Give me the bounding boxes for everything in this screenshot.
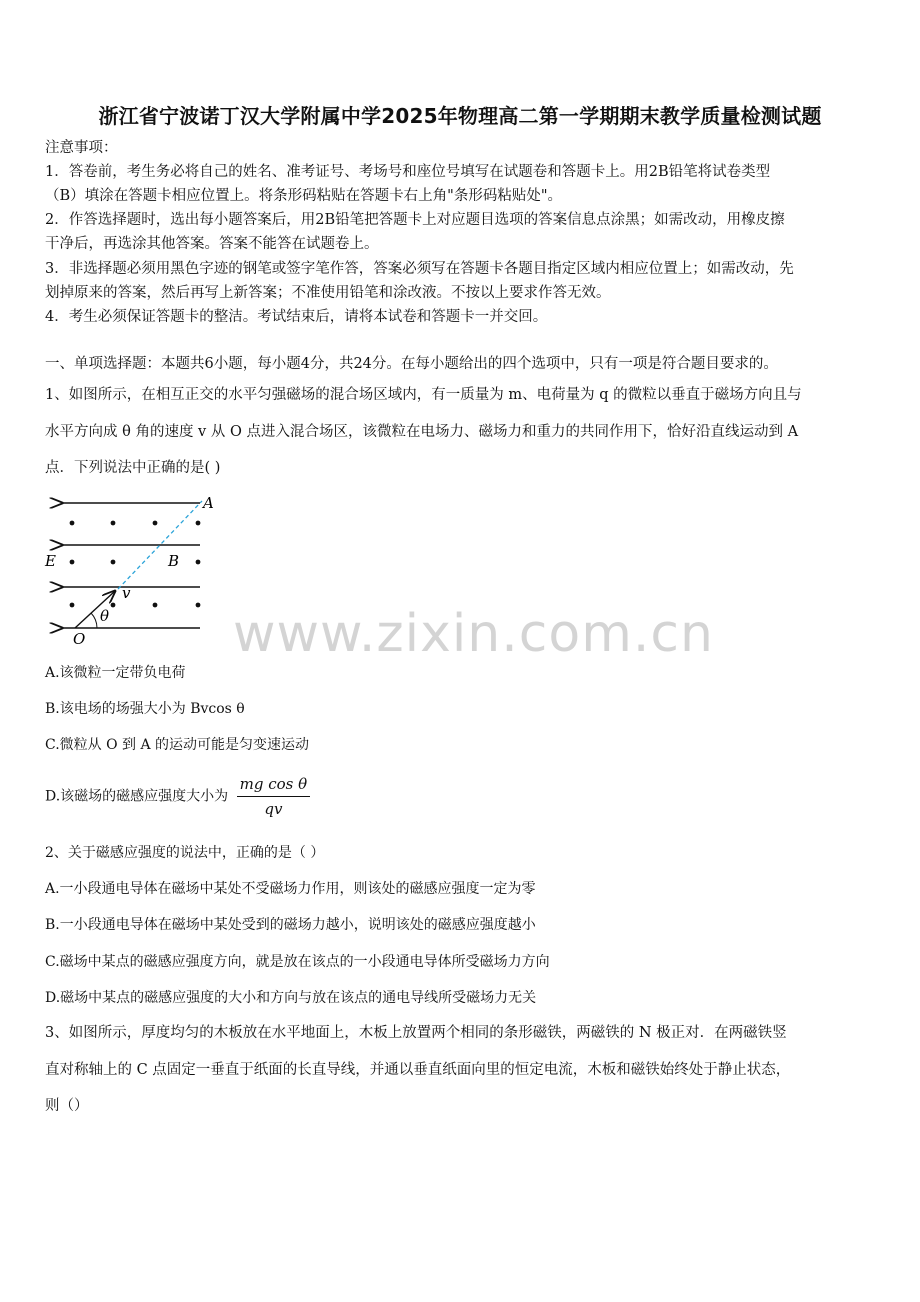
question-3-stem: 直对称轴上的 C 点固定一垂直于纸面的长直导线，并通以垂直纸面向里的恒定电流，木板和磁铁始终处于静止状态， (45, 1062, 791, 1078)
question-1-option-b: B.该电场的场强大小为 Bvcos θ (45, 701, 245, 717)
label-theta: θ (100, 607, 110, 625)
fraction-numerator: mg cos θ (237, 774, 311, 797)
notice-line: 3．非选择题必须用黑色字迹的钢笔或签字笔作答，答案必须写在答题卡各题目指定区域内相应位置上；如需改动，先 (45, 261, 794, 277)
question-2-option-d: D.磁场中某点的磁感应强度的大小和方向与放在该点的通电导线所受磁场力无关 (45, 990, 537, 1006)
question-1-option-d (45, 774, 310, 819)
section-heading: 一、单项选择题：本题共6小题，每小题4分，共24分。在每小题给出的四个选项中，只有一项是符合题目要求的。 (45, 356, 778, 372)
fraction-denominator: qv (264, 800, 283, 818)
question-3-stem: 则（） (45, 1098, 89, 1114)
notice-line: （B）填涂在答题卡相应位置上。将条形码粘贴在答题卡右上角"条形码粘贴处"。 (45, 188, 562, 204)
notice-heading: 注意事项： (45, 140, 118, 156)
watermark: www.zixin.com.cn (233, 604, 714, 664)
fraction (237, 774, 311, 819)
question-2-stem: 2、关于磁感应强度的说法中，正确的是（ ） (45, 845, 325, 861)
notice-line: 2．作答选择题时，选出每小题答案后，用2B铅笔把答题卡上对应题目选项的答案信息点涂黑；如需改动，用橡皮擦 (45, 212, 785, 228)
notice-line: 干净后，再选涂其他答案。答案不能答在试题卷上。 (45, 236, 379, 252)
label-B: B (168, 552, 180, 570)
question-1-option-c: C.微粒从 O 到 A 的运动可能是匀变速运动 (45, 737, 310, 753)
option-d-prefix: D.该磁场的磁感应强度大小为 (45, 788, 229, 805)
question-1-option-a: A.该微粒一定带负电荷 (45, 665, 186, 681)
question-2-option-b: B.一小段通电导体在磁场中某处受到的磁场力越小，说明该处的磁感应强度越小 (45, 917, 536, 933)
angle-arc (91, 613, 97, 628)
label-v: v (122, 584, 131, 602)
magnetic-field-dots (70, 521, 201, 608)
label-E: E (45, 552, 56, 570)
label-O: O (73, 630, 86, 648)
label-A: A (203, 494, 214, 512)
page-title: 浙江省宁波诺丁汉大学附属中学2025年物理高二第一学期期末教学质量检测试题 (98, 104, 822, 128)
question-1-figure (40, 488, 230, 648)
question-2-option-a: A.一小段通电导体在磁场中某处不受磁场力作用，则该处的磁感应强度一定为零 (45, 881, 536, 897)
question-1-stem: 点．下列说法中正确的是( ) (45, 460, 221, 476)
notice-line: 1．答卷前，考生务必将自己的姓名、准考证号、考场号和座位号填写在试题卷和答题卡上。用2B铅笔将试卷类型 (45, 164, 771, 180)
question-3-stem: 3、如图所示，厚度均匀的木板放在水平地面上，木板上放置两个相同的条形磁铁，两磁铁的 N 极正对．在两磁铁竖 (45, 1025, 787, 1041)
notice-line: 4．考生必须保证答题卡的整洁。考试结束后，请将本试卷和答题卡一并交回。 (45, 309, 548, 325)
question-1-stem: 水平方向成 θ 角的速度 v 从 O 点进入混合场区，该微粒在电场力、磁场力和重力的共同作用下，恰好沿直线运动到 A (45, 424, 799, 440)
question-1-stem: 1、如图所示，在相互正交的水平匀强磁场的混合场区域内，有一质量为 m、电荷量为 q 的微粒以垂直于磁场方向且与 (45, 387, 802, 403)
notice-line: 划掉原来的答案，然后再写上新答案；不准使用铅笔和涂改液。不按以上要求作答无效。 (45, 285, 611, 301)
question-2-option-c: C.磁场中某点的磁感应强度方向，就是放在该点的一小段通电导体所受磁场力方向 (45, 954, 550, 970)
